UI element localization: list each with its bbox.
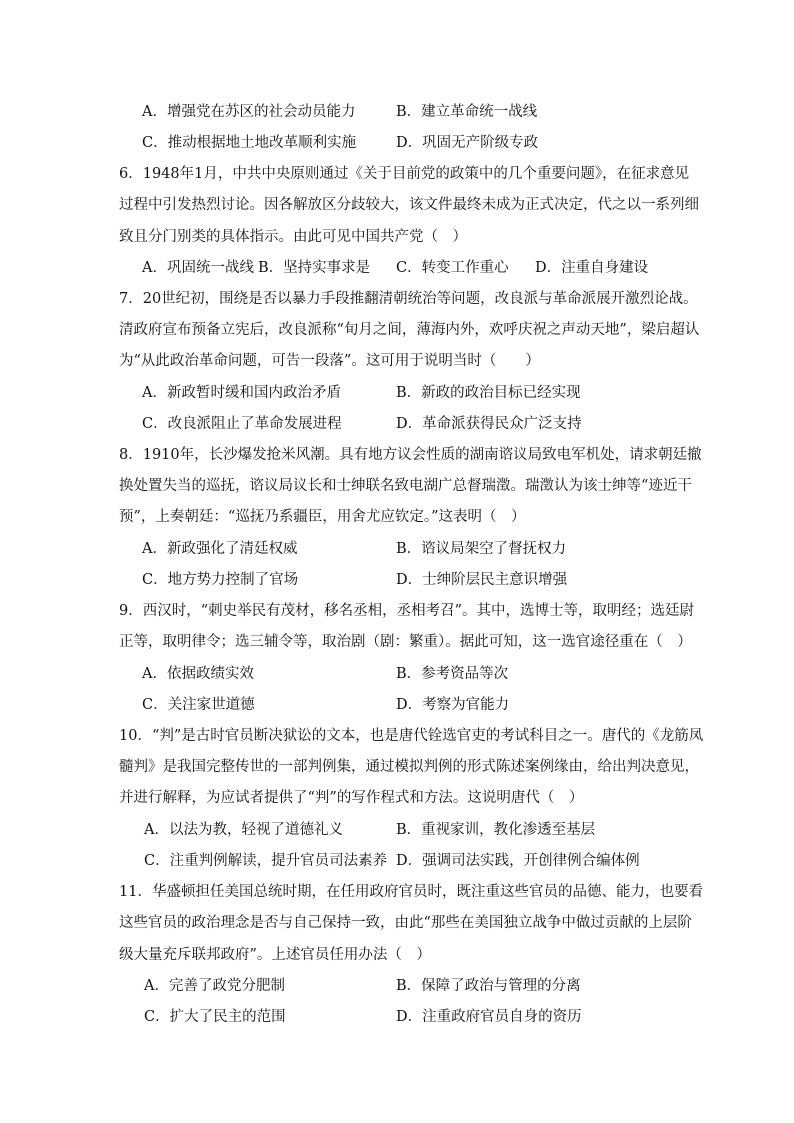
q9-option-b: B．参考资品等次 [396,666,509,682]
q5-option-a: A．增强党在苏区的社会动员能力 [142,104,356,120]
q6-stem-line-2: 过程中引发热烈讨论。因各解放区分歧较大，该文件最终未成为正式决定，代之以一系列细 [119,197,699,213]
q9-option-c: C．关注家世道德 [142,697,255,713]
q8-stem-line-2: 换处置失当的巡抚，谘议局议长和士绅联名致电湖广总督瑞澂。瑞澂认为该士绅等“迹近干 [119,478,692,494]
q8-option-a: A．新政强化了清廷权威 [142,541,298,557]
q10-option-c: C．注重判例解读，提升官员司法素养 [144,853,388,869]
q7-stem-line-3: 为“从此政治革命问题，可告一段落”。这可用于说明当时（ ） [119,353,540,369]
q10-option-a: A．以法为教，轻视了道德礼义 [144,822,343,838]
q5-option-b: B．建立革命统一战线 [396,104,538,120]
q8-option-b: B．谘议局架空了督抚权力 [396,541,567,557]
q6-option-d: D．注重自身建设 [535,260,649,276]
q6-stem-line-1: 6．1948年1月，中共中央原则通过《关于目前党的政策中的几个重要问题》，在征求意见 [119,166,690,182]
q7-option-b: B．新政的政治目标已经实现 [396,385,581,401]
q10-stem-line-2: 髓判》是我国完整传世的一部判例集，通过模拟判例的形式陈述案例缘由，给出判决意见， [119,759,699,775]
q7-option-a: A．新政暂时缓和国内政治矛盾 [142,385,341,401]
q6-option-a: A．巩固统一战线 [142,260,254,276]
q9-option-a: A．依据政绩实效 [142,666,254,682]
q9-stem-line-2: 正等，取明律令；选三辅令等，取治剧（剧：繁重）。据此可知，这一选官途径重在（ ） [119,634,692,650]
q10-option-b: B．重视家训，教化渗透至基层 [396,822,596,838]
q7-option-d: D．革命派获得民众广泛支持 [396,416,582,432]
q8-option-d: D．士绅阶层民主意识增强 [396,572,568,588]
q5-option-d: D．巩固无产阶级专政 [396,135,539,151]
q8-stem-line-1: 8．1910年，长沙爆发抢米风潮。具有地方议会性质的湖南谘议局致电军机处，请求朝廷撤 [119,447,702,463]
q11-stem-line-2: 这些官员的政治理念是否与自己保持一致，由此“那些在美国独立战争中做过贡献的上层阶 [119,915,692,931]
q7-stem-line-2: 清政府宣布预备立宪后，改良派称“旬月之间，薄海内外，欢呼庆祝之声动天地”，梁启超认 [119,322,700,338]
q5-option-c: C．推动根据地土地改革顺利实施 [142,135,357,151]
q6-stem-line-3: 致且分门别类的具体指示。由此可见中国共产党（ ） [119,229,467,245]
q7-stem-line-1: 7．20世纪初，围绕是否以暴力手段推翻清朝统治等问题，改良派与革命派展开激烈论战。 [119,291,698,307]
q11-stem-line-3: 级大量充斥联邦政府”。上述官员任用办法（ ） [119,947,431,963]
q10-stem-line-1: 10．“判”是古时官员断决狱讼的文本，也是唐代铨选官吏的考试科目之一。唐代的《龙筋凤 [119,728,704,744]
q11-stem-line-1: 11．华盛顿担任美国总统时期，在任用政府官员时，既注重这些官员的品德、能力，也要看 [119,884,703,900]
q9-option-d: D．考察为官能力 [396,697,510,713]
q11-option-a: A．完善了政党分肥制 [144,978,285,994]
q11-option-c: C．扩大了民主的范围 [144,1009,286,1025]
q8-stem-line-3: 预”，上奏朝廷：“巡抚乃系疆臣，用舍尤应钦定。”这表明（ ） [119,509,526,525]
q10-stem-line-3: 并进行解释，为应试者提供了“判”的写作程式和方法。这说明唐代（ ） [119,790,584,806]
q10-option-d: D．强调司法实践，开创律例合编体例 [396,853,640,869]
q11-option-d: D．注重政府官员自身的资历 [396,1009,582,1025]
q8-option-c: C．地方势力控制了官场 [142,572,299,588]
q9-stem-line-1: 9．西汉时，“刺史举民有茂材，移名丞相，丞相考召”。其中，选博士等，取明经；选廷尉 [119,603,695,619]
q6-option-c: C．转变工作重心 [396,260,509,276]
q11-option-b: B．保障了政治与管理的分离 [396,978,581,994]
q7-option-c: C．改良派阻止了革命发展进程 [142,416,342,432]
q6-option-b: B．坚持实事求是 [258,260,371,276]
